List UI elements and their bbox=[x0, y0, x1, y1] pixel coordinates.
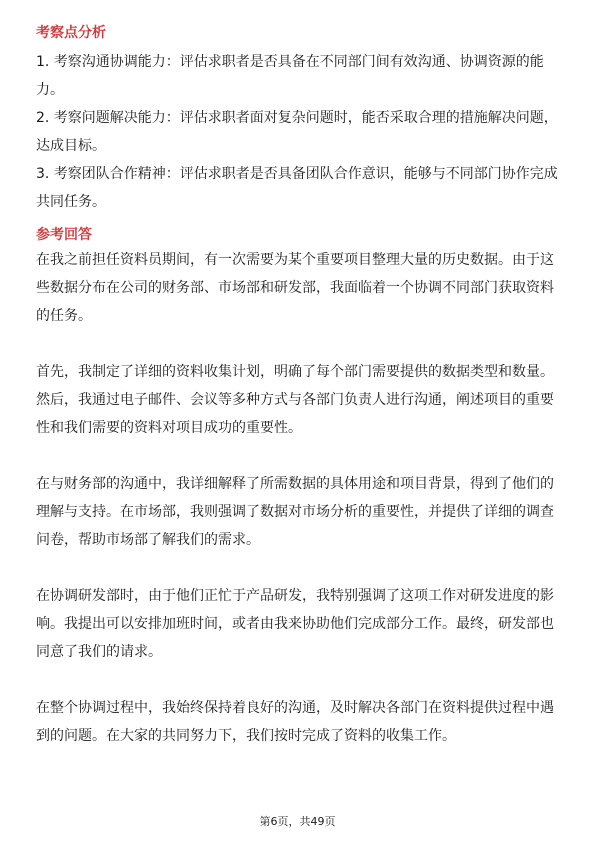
answer-paragraph: 在与财务部的沟通中，我详细解释了所需数据的具体用途和项目背景，得到了他们的理解与支持。在市场部，我则强调了数据对市场分析的重要性，并提供了详细的调查问卷，帮助市场部了解我们的需求。 bbox=[36, 476, 554, 548]
analysis-list bbox=[36, 48, 560, 216]
answer-paragraph: 在我之前担任资料员期间，有一次需要为某个重要项目整理大量的历史数据。由于这些数据分布在公司的财务部、市场部和研发部，我面临着一个协调不同部门获取资料的任务。 bbox=[36, 252, 554, 324]
analysis-item: 2. 考察问题解决能力：评估求职者面对复杂问题时，能否采取合理的措施解决问题，达成目标。 bbox=[36, 110, 558, 154]
answer-paragraph: 在协调研发部时，由于他们正忙于产品研发，我特别强调了这项工作对研发进度的影响。我提出可以安排加班时间，或者由我来协助他们完成部分工作。最终，研发部也同意了我们的请求。 bbox=[36, 588, 554, 660]
page-number-footer: 第6页，共49页 bbox=[259, 815, 336, 828]
section-heading-analysis: 考察点分析 bbox=[36, 25, 106, 41]
answer-paragraph: 首先，我制定了详细的资料收集计划，明确了每个部门需要提供的数据类型和数量。然后，我通过电子邮件、会议等多种方式与各部门负责人进行沟通，阐述项目的重要性和我们需要的资料对项目成功的重要性。 bbox=[36, 364, 554, 436]
answer-paragraph: 在整个协调过程中，我始终保持着良好的沟通，及时解决各部门在资料提供过程中遇到的问题。在大家的共同努力下，我们按时完成了资料的收集工作。 bbox=[36, 700, 554, 744]
page-content bbox=[36, 22, 560, 750]
analysis-item: 3. 考察团队合作精神：评估求职者是否具备团队合作意识，能够与不同部门协作完成共同任务。 bbox=[36, 166, 558, 210]
analysis-item: 1. 考察沟通协调能力：评估求职者是否具备在不同部门间有效沟通、协调资源的能力。 bbox=[36, 54, 544, 98]
section-heading-reference-answer: 参考回答 bbox=[36, 227, 92, 243]
